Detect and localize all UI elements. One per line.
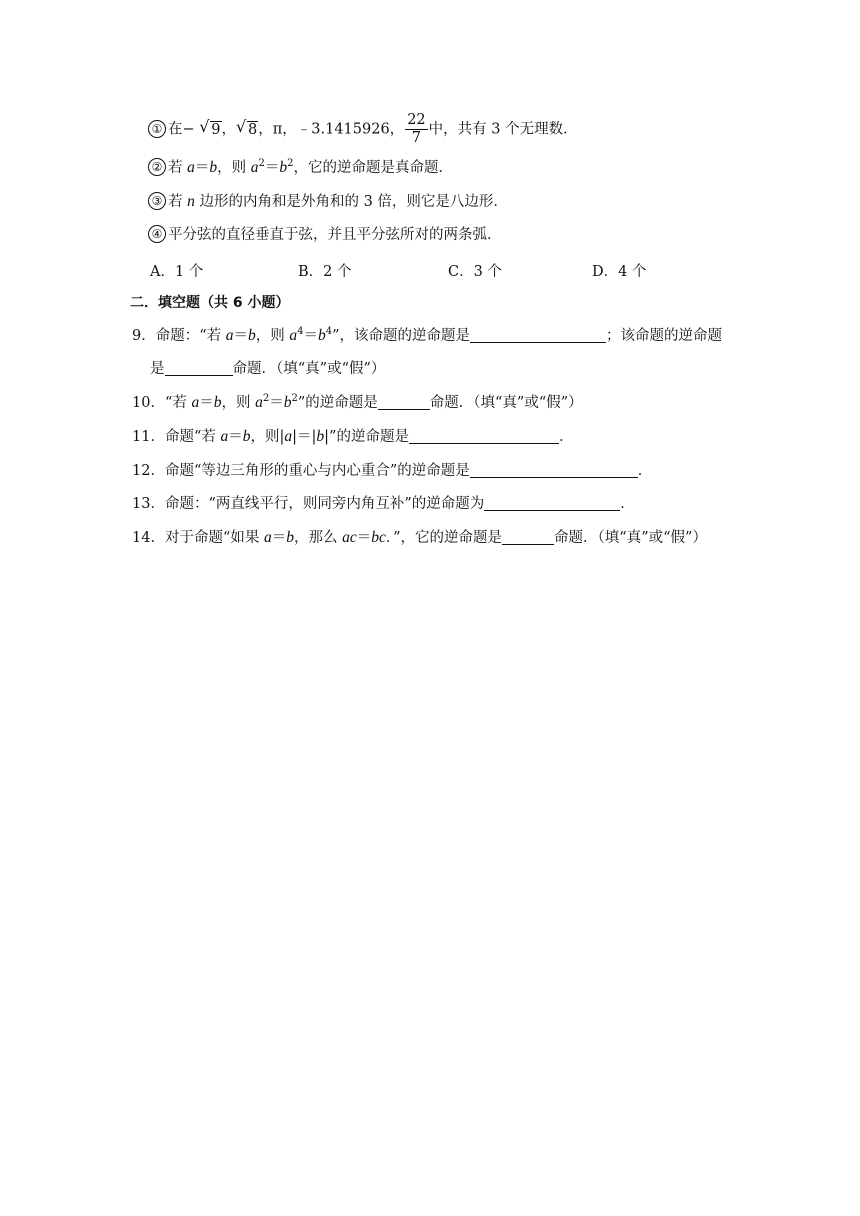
question-text: 是 [150, 361, 165, 377]
question-text: 14．对于命题“如果 [132, 530, 264, 546]
question-12 [132, 461, 652, 481]
var-b: b [248, 327, 256, 344]
statement-marker: ① [148, 120, 166, 138]
equals: ＝ [199, 395, 214, 411]
answer-blank[interactable] [484, 495, 620, 511]
answer-blank[interactable] [165, 360, 233, 376]
var-b: b [283, 394, 292, 411]
equals: ＝ [271, 530, 287, 546]
exponent: 4 [325, 326, 333, 337]
statement-3 [148, 192, 508, 212]
question-text: 11．命题“若 [132, 429, 221, 445]
exponent: 2 [291, 393, 298, 404]
var-a: a [284, 428, 293, 445]
exponent: 2 [287, 158, 294, 169]
var-a: a [289, 327, 298, 344]
question-text: ． [620, 496, 635, 512]
question-13 [132, 494, 635, 514]
answer-blank[interactable] [502, 529, 554, 545]
var-b: b [286, 529, 294, 546]
var-b: b [316, 428, 325, 445]
question-14 [132, 528, 707, 548]
equals: ＝ [303, 328, 318, 344]
statement-text: 若 [168, 194, 188, 210]
question-11 [132, 427, 573, 447]
exponent: 2 [258, 158, 265, 169]
option-b: B．2 个 [298, 264, 352, 280]
question-text: 10．“若 [132, 395, 192, 411]
var-a: a [191, 394, 200, 411]
option-d: D．4 个 [592, 264, 647, 280]
equals: ＝ [228, 429, 243, 445]
equals: ＝ [356, 530, 372, 546]
var-a: a [220, 428, 229, 445]
var-a: a [250, 159, 259, 176]
question-text: 命题．（填“真”或“假”） [429, 395, 583, 411]
equals: ＝ [264, 160, 280, 176]
section-title: 二．填空题（共 6 小题） [130, 295, 290, 311]
exponent: 4 [297, 326, 304, 337]
question-text: 命题．（填“真”或“假”） [554, 530, 707, 546]
question-text: 12．命题“等边三角形的重心与内心重合”的逆命题是 [132, 463, 470, 479]
option-c: C．3 个 [448, 264, 502, 280]
equals: ＝ [194, 160, 210, 176]
statement-text: ，π，﹣3.1415926， [258, 121, 405, 138]
answer-blank[interactable] [378, 394, 430, 410]
answer-blank[interactable] [470, 462, 638, 478]
statement-1 [148, 112, 578, 147]
var-bc: bc [371, 529, 386, 546]
separator: ， [221, 121, 236, 138]
question-text: ”，该命题的逆命题是 [332, 328, 471, 344]
var-ac: ac [342, 529, 357, 546]
var-b: b [279, 159, 288, 176]
option-a: A．1 个 [150, 264, 204, 280]
answer-blank[interactable] [470, 327, 606, 343]
statement-text: ，则 [217, 160, 251, 176]
question-text: ． [637, 463, 653, 479]
statement-marker: ③ [148, 192, 166, 210]
statement-marker: ② [148, 158, 166, 176]
question-text: |＝| [292, 429, 317, 445]
var-b: b [209, 159, 218, 176]
question-text: ，则| [250, 429, 285, 445]
statement-2 [148, 158, 453, 178]
var-n: n [187, 193, 195, 210]
var-a: a [263, 529, 272, 546]
question-text: 9．命题：“若 [132, 328, 226, 344]
question-text: |”的逆命题是 [324, 429, 409, 445]
question-text: 命题．（填“真”或“假”） [232, 361, 386, 377]
question-9 [132, 326, 722, 346]
var-b: b [213, 394, 222, 411]
question-text: ；该命题的逆命题 [606, 328, 723, 344]
equals: ＝ [269, 395, 284, 411]
equals: ＝ [233, 328, 248, 344]
var-b: b [242, 428, 251, 445]
answer-blank[interactable] [409, 428, 559, 444]
statement-4 [148, 225, 502, 245]
minus-sign: − [182, 121, 195, 138]
question-text: ”的逆命题是 [297, 395, 378, 411]
question-9-continued [150, 359, 385, 379]
statement-marker: ④ [148, 225, 166, 243]
var-a: a [187, 159, 195, 176]
statement-text: 若 [168, 160, 188, 176]
sqrt-9: √ 9 [199, 116, 221, 138]
question-text: ． [558, 429, 574, 445]
sqrt-8: √ 8 [236, 116, 258, 138]
question-text: 13．命题：“两直线平行，则同旁内角互补”的逆命题为 [132, 496, 485, 512]
question-text: ，那么 [293, 530, 343, 546]
var-a: a [225, 327, 234, 344]
statement-text: 边形的内角和是外角和的 3 倍，则它是八边形． [194, 194, 508, 210]
question-10 [132, 393, 583, 413]
statement-text: ，它的逆命题是真命题． [293, 160, 453, 176]
exponent: 2 [262, 393, 270, 404]
statement-text: 平分弦的直径垂直于弦，并且平分弦所对的两条弧． [168, 227, 502, 243]
var-b: b [317, 327, 326, 344]
question-text: ，则 [221, 395, 256, 411]
statement-text: 在 [168, 121, 183, 138]
fraction-22-7: $\frac{22}{7}$ [407, 112, 426, 146]
question-text: ．”，它的逆命题是 [385, 530, 503, 546]
var-a: a [255, 394, 263, 411]
statement-text: 中，共有 3 个无理数． [428, 121, 578, 138]
question-text: ，则 [255, 328, 290, 344]
